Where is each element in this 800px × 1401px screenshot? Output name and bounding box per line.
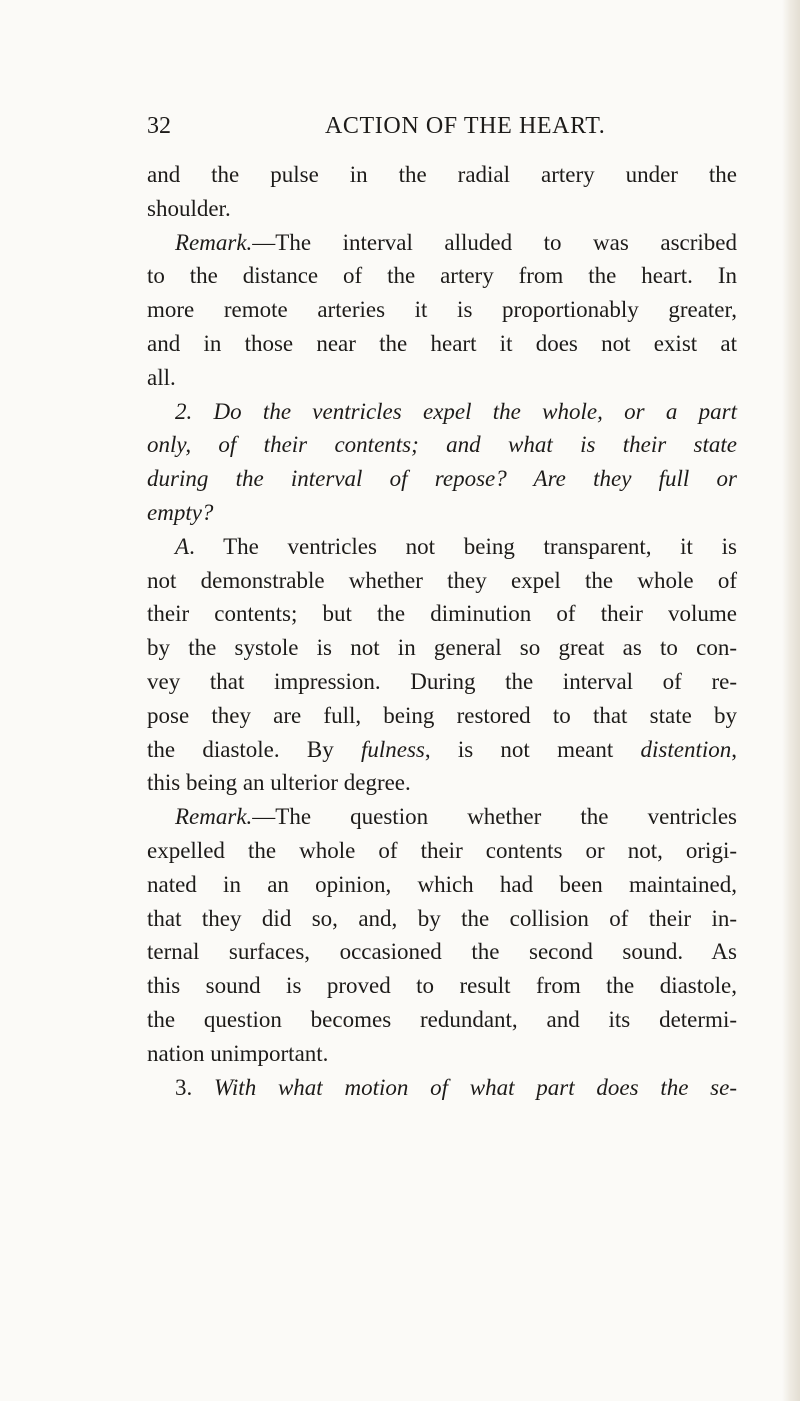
page-edge-shadow [782, 0, 800, 1401]
text-line: by the systole is not in general so great as to con- [147, 635, 737, 661]
text-line: the question becomes redundant, and its determi- [147, 1006, 737, 1032]
question-line: 2. Do the ventricles expel the whole, or a part [175, 398, 737, 424]
page-header [147, 108, 747, 144]
text-line: nation unimportant. [147, 1040, 329, 1066]
text-line: and in those near the heart it does not exist at [147, 330, 737, 356]
text-line: expelled the whole of their contents or not, origi- [147, 837, 737, 863]
text-line: pose they are full, being restored to that state by [147, 702, 737, 728]
italic-term: fulness [360, 736, 425, 762]
text-line: not demonstrable whether they expel the whole of [147, 567, 737, 593]
question-line: empty? [147, 499, 214, 525]
text-line: all. [147, 364, 176, 390]
text-line: A. The ventricles not being transparent, it is [175, 533, 737, 559]
question-line: during the interval of repose? Are they full or [147, 466, 737, 492]
italic-term: distention [640, 736, 732, 762]
text-line: the diastole. By fulness, is not meant distention, [147, 736, 737, 762]
text-line: nated in an opinion, which had been maintained, [147, 871, 737, 897]
text-line: vey that impression. During the interval of re- [147, 668, 737, 694]
remark-label: Remark. [175, 804, 253, 830]
text-line: and the pulse in the radial artery under the [147, 162, 737, 187]
text-line: more remote arteries it is proportionably greater, [147, 297, 737, 323]
text-line: Remark.—The interval alluded to was ascribed [175, 229, 737, 255]
text-line: this sound is proved to result from the diastole, [147, 973, 737, 999]
text-line: shoulder. [147, 195, 231, 221]
body-text [147, 158, 737, 1104]
text-line: their contents; but the diminution of their volume [147, 601, 737, 627]
text-line: to the distance of the artery from the heart. In [147, 263, 737, 289]
question-line: 3. With what motion of what part does the se- [175, 1074, 737, 1100]
running-head: ACTION OF THE HEART. [325, 113, 606, 139]
text-line: that they did so, and, by the collision of their in- [147, 905, 737, 931]
page-number: 32 [147, 113, 171, 139]
answer-label: A [175, 533, 190, 559]
remark-label: Remark. [175, 229, 253, 255]
text-line: Remark.—The question whether the ventricles [175, 804, 737, 830]
text-line: this being an ulterior degree. [147, 770, 411, 796]
question-line: only, of their contents; and what is their state [147, 432, 737, 458]
text-line: ternal surfaces, occasioned the second sound. As [147, 939, 737, 965]
